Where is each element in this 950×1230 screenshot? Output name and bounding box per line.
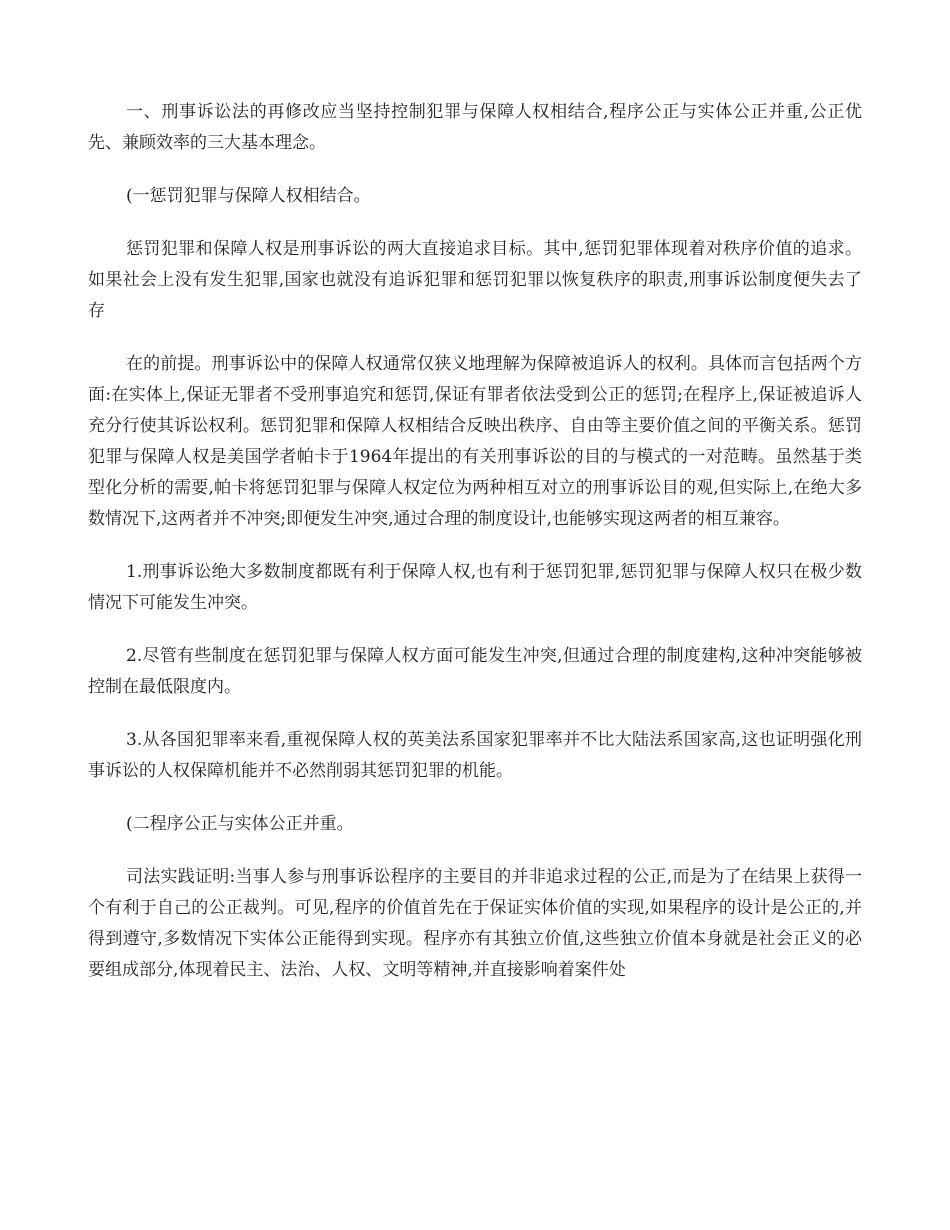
- body-paragraph: 司法实践证明:当事人参与刑事诉讼程序的主要目的并非追求过程的公正,而是为了在结果上获得一个有利于自己的公正裁判。可见,程序的价值首先在于保证实体价值的实现,如果程序的设计是公正的,并得到遵守,多数情况下实体公正能得到实现。程序亦有其独立价值,这些独立价值本身就是社会正义的必要组成部分,体现着民主、法治、人权、文明等精神,并直接影响着案件处: [88, 867, 862, 980]
- body-paragraph: 惩罚犯罪和保障人权是刑事诉讼的两大直接追求目标。其中,惩罚犯罪体现着对秩序价值的追求。如果社会上没有发生犯罪,国家也就没有追诉犯罪和惩罚犯罪以恢复秩序的职责,刑事诉讼制度便失去了存: [88, 239, 862, 321]
- heading-paragraph: 一、刑事诉讼法的再修改应当坚持控制犯罪与保障人权相结合,程序公正与实体公正并重,公正优先、兼顾效率的三大基本理念。: [88, 102, 862, 153]
- body-paragraph: 在的前提。刑事诉讼中的保障人权通常仅狭义地理解为保障被追诉人的权利。具体而言包括两个方面:在实体上,保证无罪者不受刑事追究和惩罚,保证有罪者依法受到公正的惩罚;在程序上,保证被追诉人充分行使其诉讼权利。惩罚犯罪和保障人权相结合反映出秩序、自由等主要价值之间的平衡关系。惩罚犯罪与保障人权是美国学者帕卡于1964年提出的有关刑事诉讼的目的与模式的一对范畴。虽然基于类型化分析的需要,帕卡将惩罚犯罪与保障人权定位为两种相互对立的刑事诉讼目的观,但实际上,在绝大多数情况下,这两者并不冲突;即便发生冲突,通过合理的制度设计,也能够实现这两者的相互兼容。: [88, 354, 862, 529]
- list-item-2: 2.尽管有些制度在惩罚犯罪与保障人权方面可能发生冲突,但通过合理的制度建构,这种冲突能够被控制在最低限度内。: [88, 646, 862, 697]
- list-item-1: 1.刑事诉讼绝大多数制度都既有利于保障人权,也有利于惩罚犯罪,惩罚犯罪与保障人权只在极少数情况下可能发生冲突。: [88, 562, 862, 613]
- document-body: [88, 97, 862, 1008]
- section-heading-two: (二程序公正与实体公正并重。: [126, 814, 354, 834]
- list-item-3: 3.从各国犯罪率来看,重视保障人权的英美法系国家犯罪率并不比大陆法系国家高,这也证明强化刑事诉讼的人权保障机能并不必然削弱其惩罚犯罪的机能。: [88, 730, 862, 781]
- section-heading-one: (一惩罚犯罪与保障人权相结合。: [126, 186, 371, 206]
